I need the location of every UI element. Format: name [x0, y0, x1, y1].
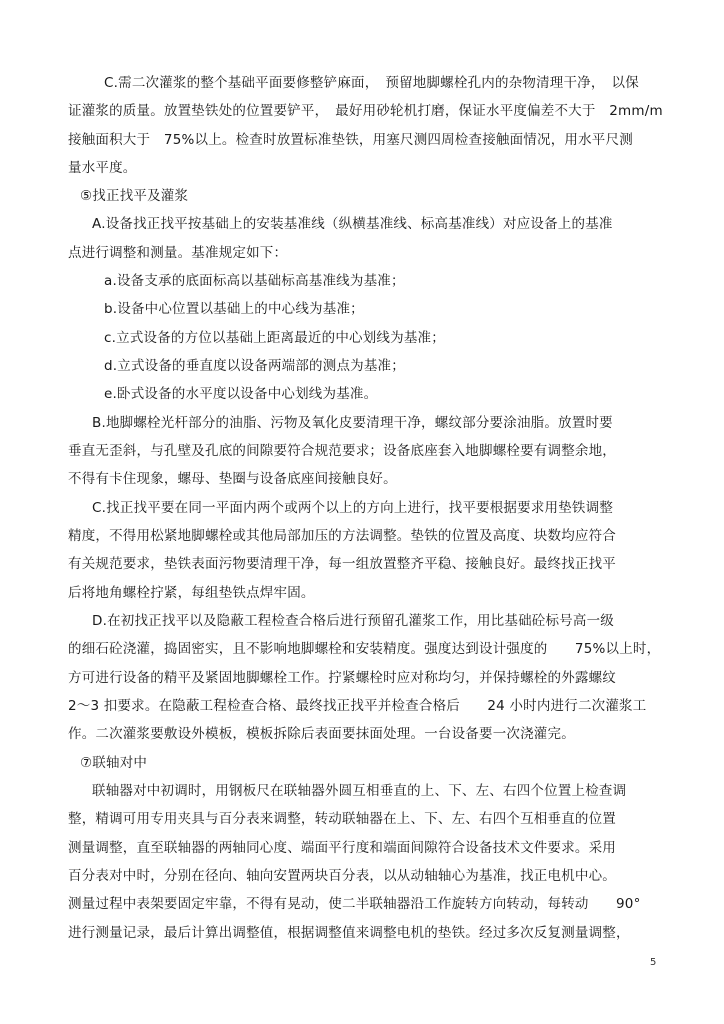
section-heading: ⑦联轴对中 [80, 755, 148, 771]
list-item: b.设备中心位置以基础上的中心线为基准； [104, 301, 364, 317]
text-line: 作。二次灌浆要敷设外模板，模板拆除后表面要抹面处理。一台设备要一次浇灌完。 [68, 726, 575, 742]
text-line: 整，精调可用专用夹具与百分表来调整，转动联轴器在上、下、左、右四个互相垂直的位置 [68, 811, 616, 827]
text-line: 测量过程中表架要固定牢靠，不得有晃动，使二半联轴器沿工作旋转方向转动，每转动 90° [68, 896, 641, 912]
text-line: C.找正找平要在同一平面内两个或两个以上的方向上进行，找平要根据要求用垫铁调整 [92, 500, 614, 516]
list-item: d.立式设备的垂直度以设备两端部的测点为基准； [104, 358, 405, 374]
text-line: 2～3 扣要求。在隐蔽工程检查合格、最终找正找平并检查合格后 24 小时内进行二次灌浆工 [68, 698, 647, 714]
text-line: 联轴器对中初调时，用钢板尺在联轴器外圆互相垂直的上、下、左、右四个位置上检查调 [92, 783, 627, 799]
text-line: B.地脚螺栓光杆部分的油脂、污物及氧化皮要清理干净，螺纹部分要涂油脂。放置时要 [92, 415, 613, 431]
text-line: 不得有卡住现象，螺母、垫圈与设备底座间接触良好。 [68, 471, 397, 487]
text-line: 有关规范要求，垫铁表面污物要清理干净，每一组放置整齐平稳、接触良好。最终找正找平 [68, 556, 616, 572]
text-line: 后将地角螺栓拧紧，每组垫铁点焊牢固。 [68, 585, 315, 601]
text-line: 证灌浆的质量。放置垫铁处的位置要铲平， 最好用砂轮机打磨，保证水平度偏差不大于 2mm/m [68, 103, 663, 119]
text-line: 测量调整，直至联轴器的两轴同心度、端面平行度和端面间隙符合设备技术文件要求。采用 [68, 840, 616, 856]
text-line: 百分表对中时，分别在径向、轴向安置两块百分表，以从动轴轴心为基准，找正电机中心。 [68, 868, 616, 884]
text-line: 点进行调整和测量。基准规定如下： [68, 245, 288, 261]
text-line: A.设备找正找平按基础上的安装基准线（纵横基准线、标高基准线）对应设备上的基准 [92, 216, 613, 232]
text-line: 的细石砼浇灌，捣固密实，且不影响地脚螺栓和安装精度。强度达到设计强度的 75%以上时， [68, 641, 661, 657]
page-number: 5 [650, 957, 657, 968]
text-line: 垂直无歪斜，与孔壁及孔底的间隙要符合规范要求；设备底座套入地脚螺栓要有调整余地， [68, 443, 616, 459]
text-line: 量水平度。 [68, 160, 137, 176]
text-line: 接触面积大于 75%以上。检查时放置标准垫铁，用塞尺测四周检查接触面情况，用水平尺测 [68, 132, 633, 148]
text-line: 精度，不得用松紧地脚螺栓或其他局部加压的方法调整。垫铁的位置及高度、块数均应符合 [68, 528, 616, 544]
section-heading: ⑤找正找平及灌浆 [80, 188, 189, 204]
list-item: c.立式设备的方位以基础上距离最近的中心划线为基准； [104, 330, 445, 346]
text-line: 方可进行设备的精平及紧固地脚螺栓工作。拧紧螺栓时应对称均匀，并保持螺栓的外露螺纹 [68, 670, 616, 686]
text-line: 进行测量记录，最后计算出调整值，根据调整值来调整电机的垫铁。经过多次反复测量调整， [68, 925, 630, 941]
text-line: D.在初找正找平以及隐蔽工程检查合格后进行预留孔灌浆工作，用比基础砼标号高一级 [92, 613, 614, 629]
list-item: a.设备支承的底面标高以基础标高基准线为基准； [104, 273, 405, 289]
list-item: e.卧式设备的水平度以设备中心划线为基准。 [104, 386, 378, 402]
text-line: C.需二次灌浆的整个基础平面要修整铲麻面， 预留地脚螺栓孔内的杂物清理干净， 以保 [104, 75, 639, 91]
